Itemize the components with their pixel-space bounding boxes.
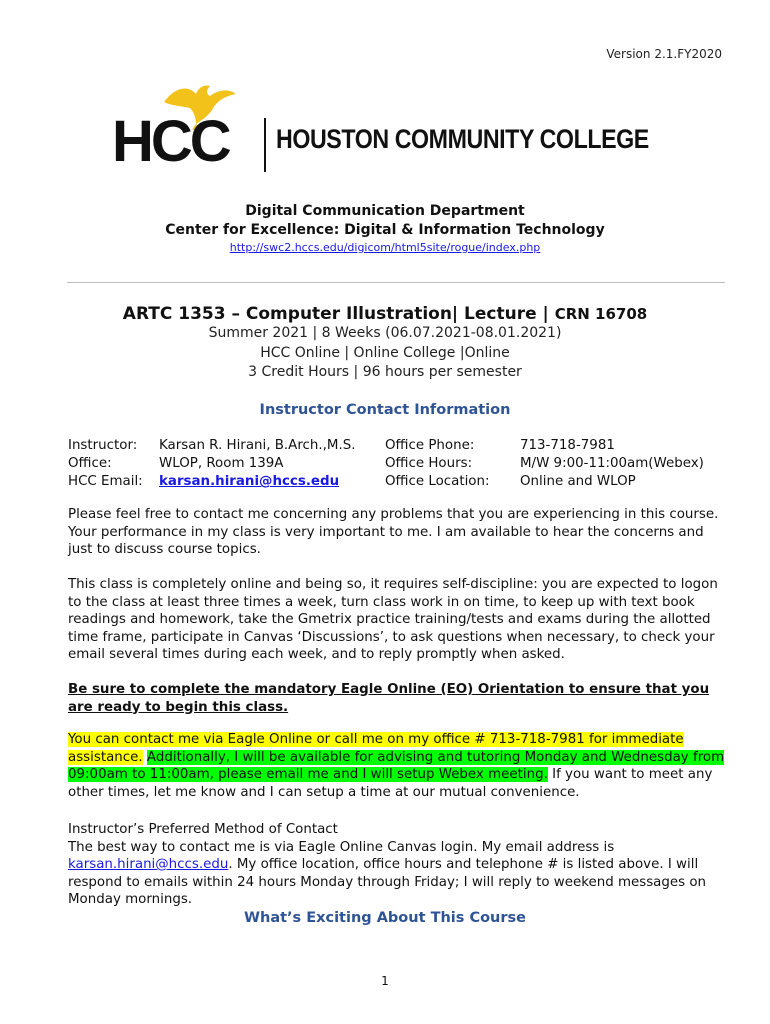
version-label: Version 2.1.FY2020 — [606, 47, 722, 61]
course-title-text: ARTC 1353 – Computer Illustration| Lecture | — [122, 304, 549, 324]
hcc-logo — [112, 80, 692, 180]
instructor-email-link[interactable]: karsan.hirani@hccs.edu — [159, 474, 340, 489]
page-number: 1 — [381, 974, 389, 988]
availability-rest-text: If you want to meet any other times, let me know and I can setup a time at our mutual convenience. — [68, 767, 713, 800]
label-office-phone: Office Phone: — [385, 438, 475, 453]
value-office-location: Online and WLOP — [520, 474, 636, 489]
label-email: HCC Email: — [68, 474, 143, 489]
label-instructor: Instructor: — [68, 438, 138, 453]
label-office: Office: — [68, 456, 112, 471]
department-url-link[interactable]: http://swc2.hccs.edu/digicom/html5site/rogue/index.php — [229, 241, 541, 254]
college-name: HOUSTON COMMUNITY COLLEGE — [276, 124, 649, 154]
preferred-contact-text-a: The best way to contact me is via Eagle Online Canvas login. My email address is — [68, 839, 615, 855]
preferred-contact-title: Instructor’s Preferred Method of Contact — [68, 822, 338, 837]
hcc-letters: HCC — [112, 109, 229, 174]
course-title — [0, 304, 770, 324]
contact-values-right — [520, 437, 704, 491]
center-name: Center for Excellence: Digital & Information Technology — [165, 222, 605, 238]
course-term: Summer 2021 | 8 Weeks (06.07.2021-08.01.2021) — [208, 325, 562, 341]
horizontal-divider — [67, 282, 725, 283]
value-instructor: Karsan R. Hirani, B.Arch.,M.S. — [159, 438, 356, 453]
highlight-green-text: Additionally, I will be available for advising and tutoring Monday and Wednesday from 09:00am to 11:00am, please email me and I will setup Webex meeting. — [68, 749, 725, 782]
department-name: Digital Communication Department — [245, 203, 525, 219]
label-office-hours: Office Hours: — [385, 456, 473, 471]
value-office: WLOP, Room 139A — [159, 456, 284, 471]
value-office-hours: M/W 9:00-11:00am(Webex) — [520, 456, 704, 471]
value-office-phone: 713-718-7981 — [520, 438, 615, 453]
preferred-contact-text-b: . My office location, office hours and telephone # is listed above. I will respond to emails within 24 hours Monday through Friday; I will reply to weekend messages on Monday mornings. — [68, 857, 707, 907]
label-office-location: Office Location: — [385, 474, 490, 489]
self-discipline-paragraph: This class is completely online and being so, it requires self-discipline: you are expected to logon to the class at least three times a week, turn class work in on time, to keep up with text book readings and homework, take the Gmetrix practice training/tests and exams during the allotted time frame, participate in Canvas ‘Discussions’, to ask questions when necessary, to check your email several times during each week, and to reply promptly when asked. — [68, 577, 718, 662]
course-mode: HCC Online | Online College |Online — [260, 345, 510, 361]
course-credits: 3 Credit Hours | 96 hours per semester — [248, 364, 522, 380]
highlight-yellow-text: You can contact me via Eagle Online or call me on my office # 713-718-7981 for immediate assistance. — [68, 732, 684, 765]
contact-paragraph: Please feel free to contact me concerning any problems that you are experiencing in this course. Your performance in my class is very important to me. I am available to hear the concerns and just to discuss course topics. — [68, 507, 719, 557]
preferred-contact-paragraph — [68, 821, 728, 909]
orientation-notice: Be sure to complete the mandatory Eagle Online (EO) Orientation to ensure that you are ready to begin this class. — [68, 682, 710, 715]
contact-values-left — [159, 437, 356, 491]
course-crn: CRN 16708 — [554, 305, 648, 323]
exciting-course-heading: What’s Exciting About This Course — [244, 910, 526, 926]
availability-paragraph — [68, 731, 728, 801]
preferred-contact-email-link[interactable]: karsan.hirani@hccs.edu — [68, 857, 229, 872]
contact-labels-left — [68, 437, 143, 491]
contact-labels-right — [385, 437, 490, 491]
logo-divider — [264, 118, 266, 172]
instructor-contact-heading: Instructor Contact Information — [259, 402, 511, 418]
